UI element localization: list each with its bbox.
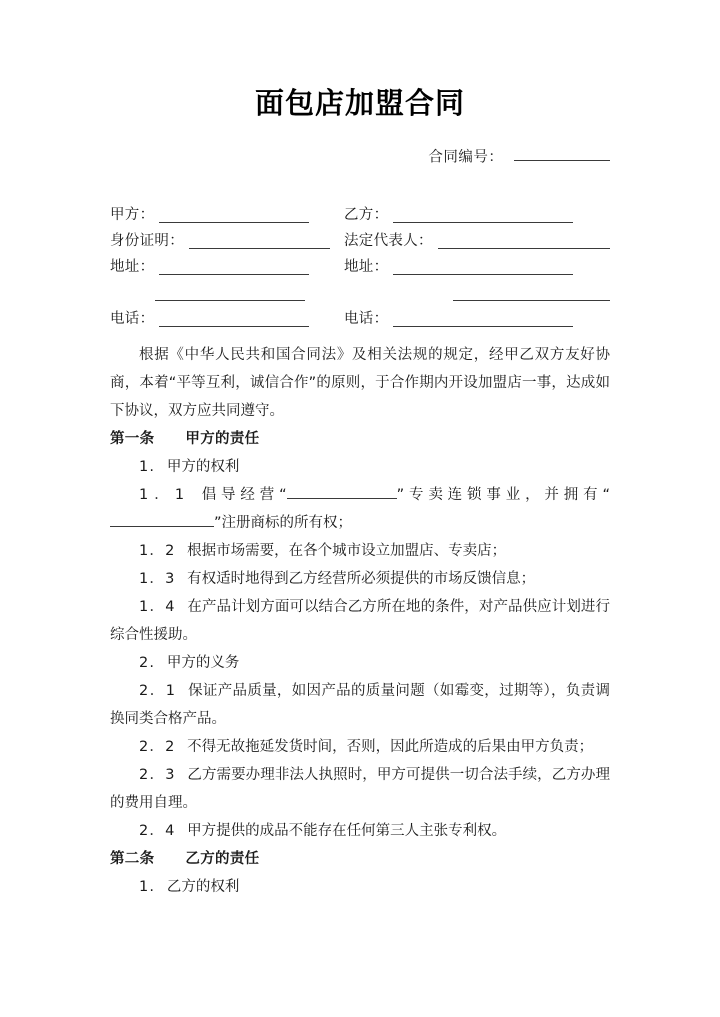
clause-1-item-2-3 (110, 761, 610, 817)
clause-1-item-2-2 (110, 733, 610, 761)
item-text: 根据市场需要，在各个城市设立加盟店、专卖店； (187, 542, 507, 559)
document-body (110, 341, 610, 901)
party-field-address-b (330, 259, 610, 275)
clause-2-number: 第二条 (110, 850, 155, 867)
item-text: 有权适时地得到乙方经营所必须提供的市场反馈信息； (187, 570, 536, 587)
clause-1-item-1-1 (110, 481, 610, 537)
item-text: 保证产品质量，如因产品的质量问题（如霉变，过期等），负责调换同类合格产品。 (110, 682, 610, 727)
party-field-phone-b (330, 311, 610, 327)
item-number: 1．3 (139, 570, 176, 587)
item-number: 2．1 (139, 682, 177, 699)
party-row-continuation (110, 275, 610, 301)
party-b-blank[interactable] (393, 207, 573, 223)
party-a-blank[interactable] (159, 207, 309, 223)
clause-1-item-1-3 (110, 565, 610, 593)
clause-1-title: 甲方的责任 (185, 430, 260, 447)
clause-1-item-2-4 (110, 817, 610, 845)
party-field-legal-rep (330, 233, 610, 249)
party-info-block (110, 197, 610, 327)
party-field-party-a (110, 207, 330, 223)
phone-a-blank[interactable] (159, 311, 309, 327)
party-a-label: 甲方： (110, 207, 155, 224)
clause-1-item-2-1 (110, 677, 610, 733)
group-title: 甲方的义务 (166, 654, 240, 671)
address-a-label: 地址： (110, 259, 155, 276)
id-proof-label: 身份证明： (110, 233, 184, 250)
item-number: 1．1 (139, 486, 186, 503)
party-field-party-b (330, 207, 610, 223)
group-number: 1. (139, 878, 156, 895)
clause-1-item-1-4 (110, 593, 610, 649)
item-number: 2．4 (139, 822, 176, 839)
address-a-blank-line2[interactable] (155, 285, 305, 301)
contract-number-row (110, 146, 610, 167)
party-field-id-proof (110, 233, 330, 249)
page-title: 面包店加盟合同 (254, 86, 465, 120)
party-b-label: 乙方： (344, 207, 389, 224)
phone-b-blank[interactable] (393, 311, 573, 327)
item-text-before: 倡导经营“ (196, 486, 287, 503)
item-number: 2．3 (139, 766, 176, 783)
clause-heading-1 (110, 425, 610, 453)
address-a-blank[interactable] (159, 259, 309, 275)
clause-1-group-2-heading (110, 649, 610, 677)
item-text-after: ”注册商标的所有权； (214, 514, 353, 531)
item-text-middle: ”专卖连锁事业，并拥有“ (396, 486, 610, 503)
phone-b-label: 电话： (344, 311, 389, 328)
item-text: 不得无故拖延发货时间，否则，因此所造成的后果由甲方负责； (187, 738, 594, 755)
address-b-label: 地址： (344, 259, 389, 276)
address-b-blank[interactable] (393, 259, 573, 275)
item-number: 2．2 (139, 738, 176, 755)
item-text: 甲方提供的成品不能存在任何第三人主张专利权。 (187, 822, 507, 839)
clause-1-group-1-heading (110, 453, 610, 481)
clause-1-number: 第一条 (110, 430, 155, 447)
clause-1-item-1-2 (110, 537, 610, 565)
clause-2-title: 乙方的责任 (185, 850, 260, 867)
item-text: 在产品计划方面可以结合乙方所在地的条件，对产品供应计划进行综合性援助。 (110, 598, 610, 643)
contract-number-blank[interactable] (514, 146, 610, 162)
party-row (110, 301, 610, 327)
party-row (110, 223, 610, 249)
phone-a-label: 电话： (110, 311, 155, 328)
contract-number-label: 合同编号： (428, 149, 504, 166)
party-field-address-a (110, 259, 330, 275)
id-proof-blank[interactable] (189, 233, 330, 249)
party-row (110, 249, 610, 275)
clause-heading-2 (110, 845, 610, 873)
preamble-paragraph: 根据《中华人民共和国合同法》及相关法规的规定，经甲乙双方友好协商，本着“平等互利，诚信合作”的原则，于合作期内开设加盟店一事，达成如下协议，双方应共同遵守。 (110, 346, 610, 419)
address-b-blank-line2[interactable] (453, 285, 610, 301)
group-number: 2. (139, 654, 156, 671)
legal-rep-label: 法定代表人： (344, 233, 433, 250)
item-1-1-blank-2[interactable] (110, 511, 214, 527)
party-row (110, 197, 610, 223)
party-field-address-a-line2 (110, 285, 375, 301)
party-field-address-b-line2 (375, 285, 610, 301)
group-title: 乙方的权利 (166, 878, 240, 895)
legal-rep-blank[interactable] (438, 233, 610, 249)
item-text: 乙方需要办理非法人执照时，甲方可提供一切合法手续，乙方办理的费用自理。 (110, 766, 610, 811)
clause-2-group-1-heading (110, 873, 610, 901)
party-field-phone-a (110, 311, 330, 327)
item-number: 1．4 (139, 598, 176, 615)
group-title: 甲方的权利 (166, 458, 240, 475)
item-number: 1．2 (139, 542, 176, 559)
group-number: 1. (139, 458, 156, 475)
item-1-1-blank-1[interactable] (287, 483, 397, 499)
